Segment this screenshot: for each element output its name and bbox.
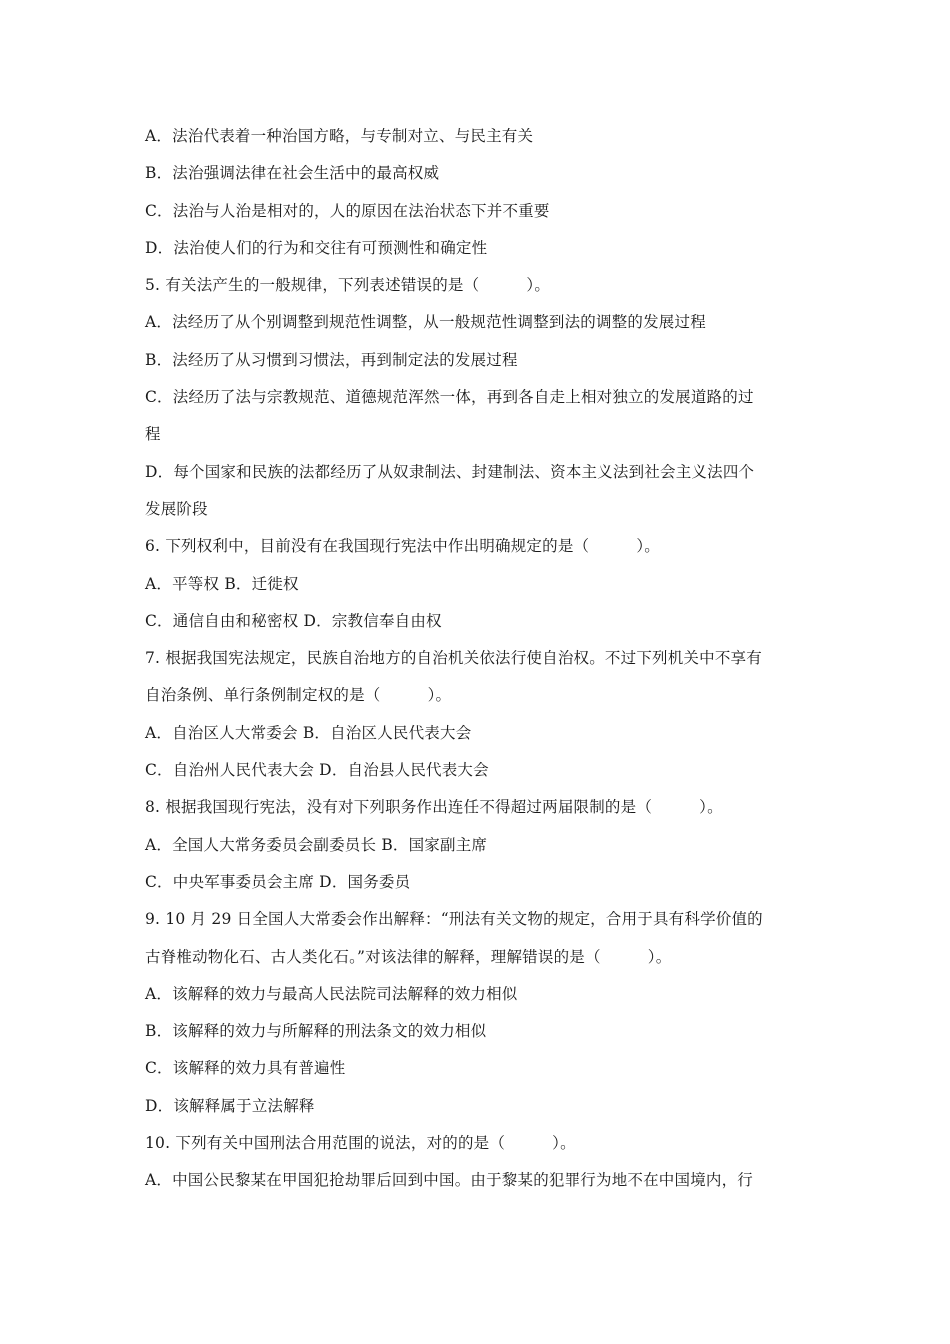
option-line: A．中国公民黎某在甲国犯抢劫罪后回到中国。由于黎某的犯罪行为地不在中国境内，行 — [145, 1171, 753, 1190]
option-line-continued: 发展阶段 — [145, 499, 208, 518]
document-page — [145, 118, 805, 1200]
question-line: 10. 下列有关中国刑法合用范围的说法，对的的是（ ）。 — [145, 1134, 576, 1153]
option-line: D．法治使人们的行为和交往有可预测性和确定性 — [145, 238, 488, 257]
option-line: A．法经历了从个别调整到规范性调整，从一般规范性调整到法的调整的发展过程 — [145, 313, 706, 332]
option-line: C．中央军事委员会主席 D．国务委员 — [145, 872, 411, 891]
option-line: A．自治区人大常委会 B．自治区人民代表大会 — [145, 723, 472, 742]
option-line-continued: 程 — [145, 425, 161, 444]
question-line-continued: 古脊椎动物化石、古人类化石。”对该法律的解释，理解错误的是（ ）。 — [145, 947, 672, 966]
option-line: C．法经历了法与宗教规范、道德规范浑然一体，再到各自走上相对独立的发展道路的过 — [145, 388, 754, 407]
question-line: 8. 根据我国现行宪法，没有对下列职务作出连任不得超过两届限制的是（ ）。 — [145, 798, 723, 817]
option-line: D．每个国家和民族的法都经历了从奴隶制法、封建制法、资本主义法到社会主义法四个 — [145, 462, 755, 481]
option-line: A．该解释的效力与最高人民法院司法解释的效力相似 — [145, 984, 518, 1003]
question-line: 7. 根据我国宪法规定，民族自治地方的自治机关依法行使自治权。不过下列机关中不享有 — [145, 649, 762, 668]
option-line: C．通信自由和秘密权 D．宗教信奉自由权 — [145, 611, 442, 630]
option-line: A．全国人大常务委员会副委员长 B．国家副主席 — [145, 835, 488, 854]
question-line: 5. 有关法产生的一般规律，下列表述错误的是（ ）。 — [145, 276, 551, 295]
option-line: D．该解释属于立法解释 — [145, 1096, 315, 1115]
option-line: A．平等权 B．迁徙权 — [145, 574, 299, 593]
option-line: C．该解释的效力具有普遍性 — [145, 1059, 346, 1078]
question-line: 9. 10 月 29 日全国人大常委会作出解释：“刑法有关文物的规定，合用于具有科学价值的 — [145, 910, 763, 929]
option-line: C．自治州人民代表大会 D．自治县人民代表大会 — [145, 761, 489, 780]
question-line-continued: 自治条例、单行条例制定权的是（ ）。 — [145, 686, 452, 705]
option-line: C．法治与人治是相对的，人的原因在法治状态下并不重要 — [145, 201, 550, 220]
option-line: B．法治强调法律在社会生活中的最高权威 — [145, 164, 440, 183]
option-line: B．法经历了从习惯到习惯法，再到制定法的发展过程 — [145, 350, 518, 369]
question-line: 6. 下列权利中，目前没有在我国现行宪法中作出明确规定的是（ ）。 — [145, 537, 660, 556]
option-line: A．法治代表着一种治国方略，与专制对立、与民主有关 — [145, 127, 534, 145]
option-line: B．该解释的效力与所解释的刑法条文的效力相似 — [145, 1022, 487, 1041]
